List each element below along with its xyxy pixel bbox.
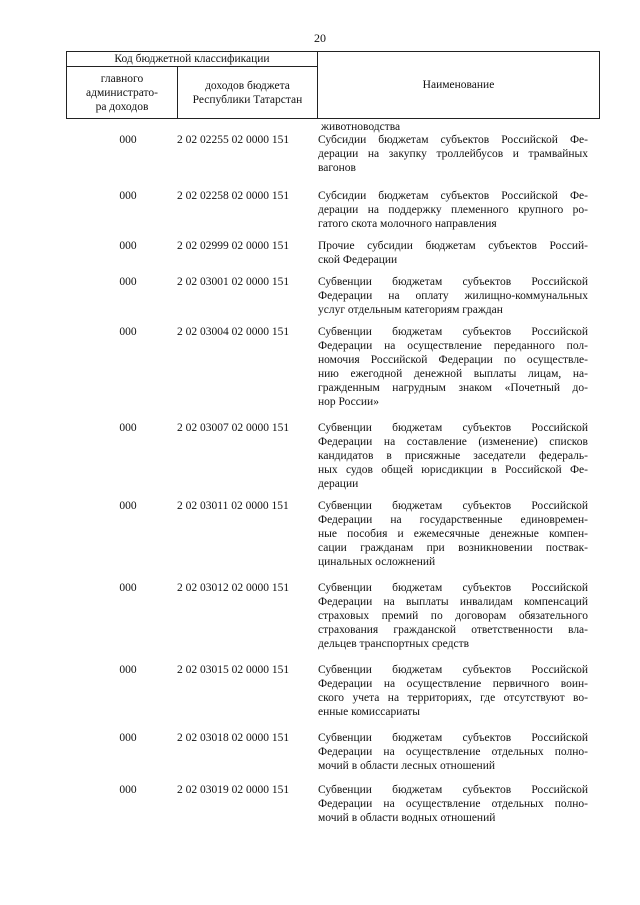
revenue-name: [318, 783, 588, 825]
revenue-code: 2 02 03018 02 0000 151: [177, 732, 290, 744]
name-line: кандидатов в присяжные заседатели федераль-: [318, 450, 588, 462]
revenue-code: 2 02 02258 02 0000 151: [177, 190, 290, 202]
name-line: Федерации на осуществление отдельных полно-: [318, 798, 588, 810]
name-line: Федерации на осуществление переданного пол-: [318, 340, 588, 352]
name-line: мочий в области лесных отношений: [318, 760, 496, 772]
revenue-code: 2 02 03011 02 0000 151: [177, 500, 289, 512]
name-line: Субвенции бюджетам субъектов Российской: [318, 326, 588, 338]
name-line: Федерации на государственные единовремен-: [318, 514, 588, 526]
revenue-code: 2 02 03001 02 0000 151: [177, 276, 290, 288]
admin-code: 000: [119, 582, 137, 594]
name-line: страховых премий по договорам обязательного: [318, 610, 588, 622]
name-line: ской Федерации: [318, 254, 398, 266]
admin-code: 000: [119, 422, 137, 434]
name-line: Прочие субсидии бюджетам субъектов Россий-: [318, 240, 588, 252]
admin-code: 000: [119, 134, 137, 146]
revenue-name: [318, 663, 588, 719]
name-line: страхования гражданской ответственности вла-: [318, 624, 588, 636]
name-line: Федерации на осуществление отдельных полно-: [318, 746, 588, 758]
name-line: гатого скота молочного направления: [318, 218, 497, 230]
name-line: ных судов общей юрисдикции в Российской Фе-: [318, 464, 588, 476]
name-line: дельцев транспортных средств: [318, 638, 470, 650]
name-line: Федерации на составление (изменение) списков: [318, 436, 588, 448]
header-main-administrator: главного администрато- ра доходов: [66, 66, 178, 119]
header-revenue-code: доходов бюджета Республики Татарстан: [177, 66, 318, 119]
revenue-name: [318, 731, 588, 773]
name-line: Субсидии бюджетам субъектов Российской Фе-: [318, 190, 588, 202]
admin-code: 000: [119, 240, 137, 252]
admin-code: 000: [119, 276, 137, 288]
header-budget-classification-code: Код бюджетной классификации: [66, 51, 318, 67]
admin-code: 000: [119, 664, 137, 676]
name-line: вагонов: [318, 162, 356, 174]
revenue-code: 2 02 03012 02 0000 151: [177, 582, 290, 594]
name-line: Субвенции бюджетам субъектов Российской: [318, 276, 588, 288]
admin-code: 000: [119, 190, 137, 202]
name-line: Федерации на выплаты инвалидам компенсаций: [318, 596, 588, 608]
name-line: гражденным нагрудным знаком «Почетный до-: [318, 382, 588, 394]
name-line: номочия Российской Федерации по осуществле-: [318, 354, 588, 366]
name-line: нор России»: [318, 396, 379, 408]
name-line: Федерации на осуществление первичного воин-: [318, 678, 588, 690]
revenue-code: 2 02 03015 02 0000 151: [177, 664, 290, 676]
name-line: Федерации на оплату жилищно-коммунальных: [318, 290, 588, 302]
admin-code: 000: [119, 732, 137, 744]
revenue-code: 2 02 02255 02 0000 151: [177, 134, 290, 146]
revenue-name: [318, 133, 588, 175]
name-line: мочий в области водных отношений: [318, 812, 496, 824]
revenue-name: [318, 499, 588, 569]
revenue-name: [318, 581, 588, 651]
name-line: нию ежегодной денежной выплаты лицам, на-: [318, 368, 588, 380]
revenue-code: 2 02 03007 02 0000 151: [177, 422, 290, 434]
classification-table-header: [66, 51, 600, 119]
revenue-code: 2 02 03004 02 0000 151: [177, 326, 290, 338]
admin-code: 000: [119, 500, 137, 512]
revenue-code: 2 02 02999 02 0000 151: [177, 240, 290, 252]
name-line: Субсидии бюджетам субъектов Российской Фе-: [318, 134, 588, 146]
name-line: ского учета на территориях, где отсутствуют во-: [318, 692, 588, 704]
name-line: Субвенции бюджетам субъектов Российской: [318, 582, 588, 594]
name-line: дерации на поддержку племенного крупного ро-: [318, 204, 588, 216]
header-name: Наименование: [317, 51, 600, 119]
name-line: дерации: [318, 478, 359, 490]
name-line: услуг отдельным категориям граждан: [318, 304, 503, 316]
revenue-name: [318, 421, 588, 491]
name-line: Субвенции бюджетам субъектов Российской: [318, 422, 588, 434]
name-line: дерации на закупку троллейбусов и трамвайных: [318, 148, 588, 160]
revenue-name: [318, 275, 588, 317]
admin-code: 000: [119, 784, 137, 796]
name-line: сации гражданам при возникновении поствак-: [318, 542, 588, 554]
revenue-code: 2 02 03019 02 0000 151: [177, 784, 290, 796]
revenue-name: [318, 239, 588, 267]
revenue-name: [318, 189, 588, 231]
name-line: енные комиссариаты: [318, 706, 421, 718]
name-line: Субвенции бюджетам субъектов Российской: [318, 500, 588, 512]
admin-code: 000: [119, 326, 137, 338]
revenue-name: [318, 325, 588, 409]
page-number: 20: [314, 31, 326, 45]
name-line: Субвенции бюджетам субъектов Российской: [318, 732, 588, 744]
name-line: цинальных осложнений: [318, 556, 436, 568]
name-line: Субвенции бюджетам субъектов Российской: [318, 664, 588, 676]
continuation-text: животноводства: [321, 121, 401, 133]
name-line: Субвенции бюджетам субъектов Российской: [318, 784, 588, 796]
name-line: ные пособия и ежемесячные денежные компен-: [318, 528, 588, 540]
